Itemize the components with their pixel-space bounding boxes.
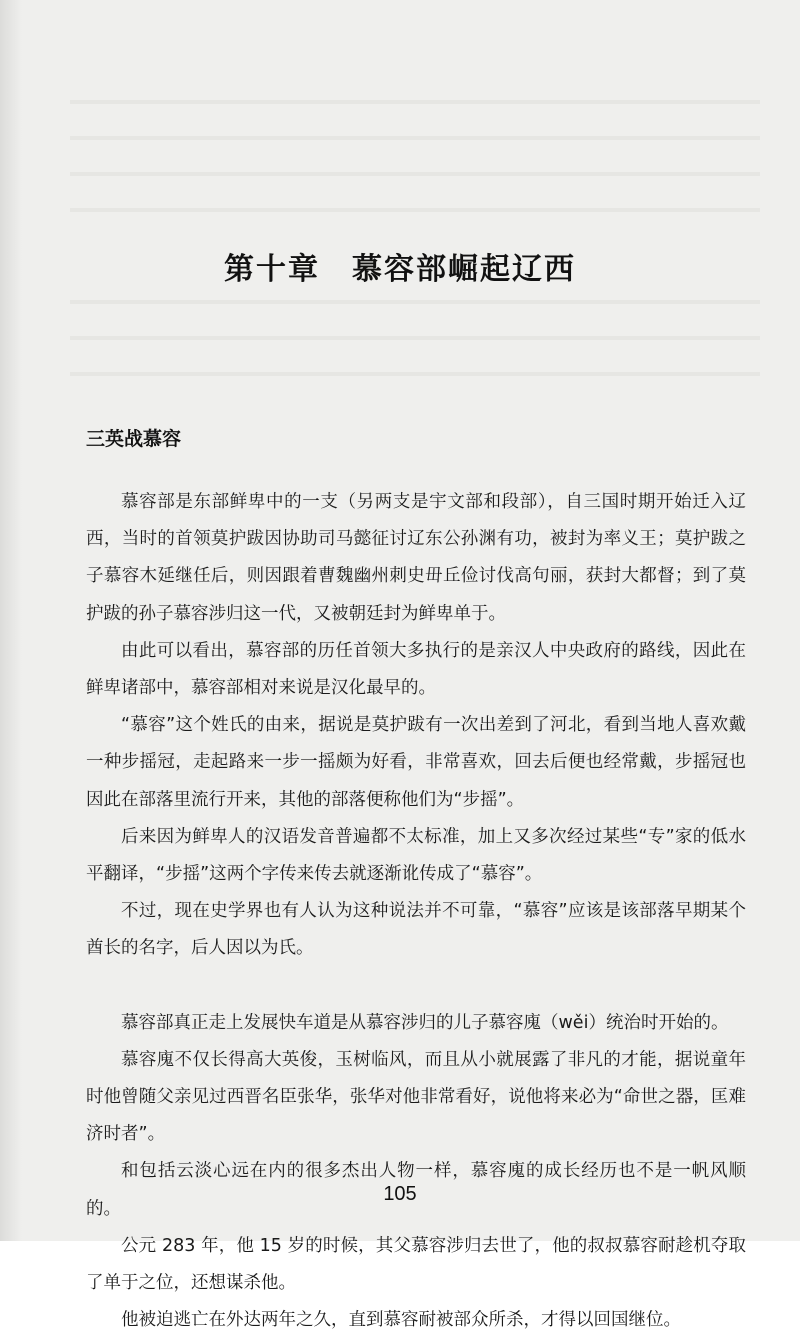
paragraph: 慕容部真正走上发展快车道是从慕容涉归的儿子慕容廆（wěi）统治时开始的。 [121,1012,729,1033]
section-title: 三英战慕容 [86,428,182,450]
paragraph: 慕容部是东部鲜卑中的一支（另两支是宇文部和段部），自三国时期开始迁入辽西，当时的首领莫护跋因协助司马懿征讨辽东公孙渊有功，被封为率义王；莫护跋之子慕容木延继任后，则因跟着曹魏幽州刺史毌丘俭讨伐高句丽，获封大都督；到了莫护跋的孙子慕容涉归这一代，又被朝廷封为鲜卑单于。 [86,492,746,624]
paragraph: 公元 283 年，他 15 岁的时候，其父慕容涉归去世了，他的叔叔慕容耐趁机夺取了单于之位，还想谋杀他。 [86,1235,746,1294]
paragraph: 不过，现在史学界也有人认为这种说法并不可靠，“慕容”应该是该部落早期某个酋长的名字，后人因以为氏。 [86,901,746,959]
chapter-title: 第十章 慕容部崛起辽西 [224,252,576,287]
paragraph: 和包括云淡心远在内的很多杰出人物一样，慕容廆的成长经历也不是一帆风顺的。 [86,1161,746,1219]
bleed-through-line [70,336,760,340]
page-number: 105 [383,1183,417,1205]
paragraph: 慕容廆不仅长得高大英俊，玉树临风，而且从小就展露了非凡的才能，据说童年时他曾随父亲见过西晋名臣张华，张华对他非常看好，说他将来必为“命世之器，匡难济时者”。 [86,1049,746,1145]
bleed-through-line [70,100,760,104]
paragraph: 由此可以看出，慕容部的历任首领大多执行的是亲汉人中央政府的路线，因此在鲜卑诸部中，慕容部相对来说是汉化最早的。 [86,640,746,699]
bleed-through-line [70,172,760,176]
body-text [86,484,746,1339]
page-edge-shadow [0,0,22,1241]
paragraph: 后来因为鲜卑人的汉语发音普遍都不太标准，加上又多次经过某些“专”家的低水平翻译，“步摇”这两个字传来传去就逐渐讹传成了“慕容”。 [86,826,746,885]
bleed-through-line [70,300,760,304]
bleed-through-line [70,372,760,376]
paragraph: “慕容”这个姓氏的由来，据说是莫护跋有一次出差到了河北，看到当地人喜欢戴一种步摇冠，走起路来一步一摇颇为好看，非常喜欢，回去后便也经常戴，步摇冠也因此在部落里流行开来，其他的部落便称他们为“步摇”。 [86,715,746,810]
bleed-through-line [70,136,760,140]
paragraph: 他被迫逃亡在外达两年之久，直到慕容耐被部众所杀，才得以回国继位。 [121,1310,681,1331]
bleed-through-line [70,208,760,212]
